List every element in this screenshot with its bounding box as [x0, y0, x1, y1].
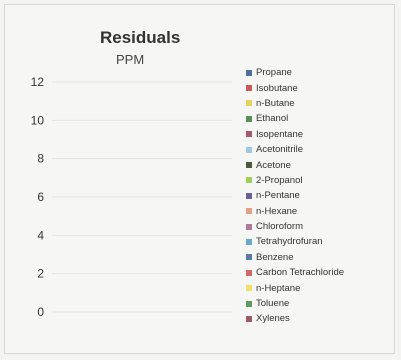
legend-label: Acetonitrile [256, 144, 303, 156]
legend-swatch [246, 147, 252, 153]
legend-item [246, 111, 344, 126]
legend-swatch [246, 208, 252, 214]
legend-label: 2-Propanol [256, 174, 303, 186]
legend-swatch [246, 162, 252, 168]
y-tick-label: 8 [37, 151, 44, 166]
legend-item [246, 296, 344, 311]
y-tick-label: 4 [37, 228, 44, 243]
y-tick-label: 10 [30, 113, 44, 128]
legend-item [246, 265, 344, 280]
legend-swatch [246, 85, 252, 91]
legend-item [246, 219, 344, 234]
chart-legend [246, 65, 344, 327]
legend-label: Toluene [256, 298, 290, 310]
legend-item [246, 280, 344, 295]
legend-swatch [246, 270, 252, 276]
legend-item [246, 173, 344, 188]
legend-swatch [246, 177, 252, 183]
legend-swatch [246, 70, 252, 76]
y-tick-label: 6 [37, 190, 44, 204]
legend-item [246, 188, 344, 203]
y-tick-label: 2 [37, 266, 44, 281]
legend-swatch [246, 224, 252, 230]
legend-label: Benzene [256, 251, 294, 263]
legend-label: n-Heptane [256, 282, 301, 294]
legend-item [246, 80, 344, 95]
legend-label: Acetone [256, 159, 291, 171]
legend-item [246, 142, 344, 157]
legend-item [246, 157, 344, 172]
legend-swatch [246, 193, 252, 199]
y-tick-label: 0 [37, 305, 44, 319]
legend-swatch [246, 301, 252, 307]
legend-label: Xylenes [256, 313, 290, 325]
legend-item [246, 311, 344, 326]
legend-swatch [246, 254, 252, 260]
legend-swatch [246, 239, 252, 245]
legend-item [246, 250, 344, 265]
legend-label: Carbon Tetrachloride [256, 267, 345, 279]
legend-label: n-Hexane [256, 205, 298, 217]
chart-title: Residuals [100, 28, 181, 47]
legend-label: Chloroform [256, 221, 303, 233]
legend-item [246, 204, 344, 219]
legend-item [246, 234, 344, 249]
legend-label: Isobutane [256, 82, 298, 94]
legend-item [246, 65, 344, 80]
legend-swatch [246, 116, 252, 122]
legend-item [246, 96, 344, 111]
legend-swatch [246, 316, 252, 322]
legend-label: n-Pentane [256, 190, 300, 202]
legend-label: Ethanol [256, 113, 289, 125]
chart-subtitle: PPM [116, 52, 145, 67]
legend-label: Tetrahydrofuran [256, 236, 323, 248]
legend-label: Propane [256, 67, 292, 79]
legend-label: Isopentane [256, 128, 304, 140]
legend-swatch [246, 131, 252, 137]
legend-swatch [246, 285, 252, 291]
y-tick-label: 12 [30, 75, 44, 89]
legend-item [246, 127, 344, 142]
legend-swatch [246, 100, 252, 106]
legend-label: n-Butane [256, 97, 295, 109]
